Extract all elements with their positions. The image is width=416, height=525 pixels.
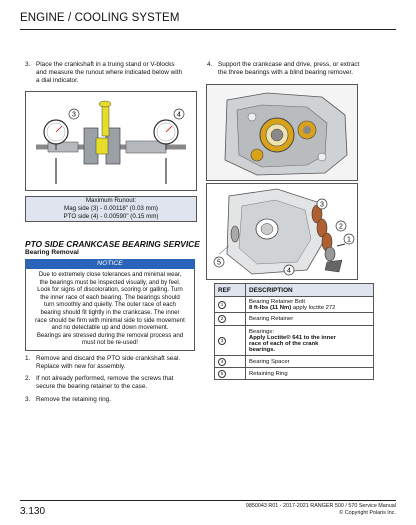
callout-3: 3 xyxy=(320,201,324,209)
callout-4: 4 xyxy=(287,267,291,275)
exploded-view-illustration xyxy=(207,184,357,279)
notice-line: turn smoothly and quietly. The outer race of each xyxy=(44,301,176,309)
step-text xyxy=(218,61,359,77)
table-row xyxy=(215,356,374,368)
description-cell: Retaining Ring xyxy=(246,368,374,380)
notice-line: Due to extremely close tolerances and minimal wear, xyxy=(38,271,182,278)
ref-number: 5 xyxy=(218,370,226,378)
callout-2: 2 xyxy=(339,223,343,231)
step-text xyxy=(36,61,182,85)
loctite-instruction-line: race of each of the crank xyxy=(249,340,319,347)
header-rule xyxy=(20,29,396,30)
table-row xyxy=(215,297,374,313)
table-row xyxy=(215,326,374,356)
max-runout-spec xyxy=(25,196,197,222)
ref-cell xyxy=(215,326,246,356)
loctite-note: apply loctite 272 xyxy=(291,304,336,311)
exploded-bearing-figure xyxy=(206,183,358,280)
reference-table xyxy=(214,283,374,380)
step-line: Remove and discard the PTO side crankshaft seal. xyxy=(36,355,181,362)
notice-line: race should be firm with minimal side to side movement xyxy=(35,316,185,324)
step-3-measure-runout xyxy=(25,61,205,87)
step-number: 2. xyxy=(25,375,31,382)
removal-step-3 xyxy=(25,396,205,405)
ref-number: 3 xyxy=(218,337,226,345)
page-number: 3.130 xyxy=(20,506,46,517)
step-line: Remove the retaining ring. xyxy=(36,396,111,403)
footer-manual: 9850043 R01 - 2017-2021 RANGER 500 / 570 Service Manual xyxy=(245,503,396,509)
description-cell xyxy=(246,326,374,356)
removal-step-1 xyxy=(25,355,205,373)
table-row xyxy=(215,368,374,380)
description-cell: Bearing Retainer xyxy=(246,313,374,326)
notice-line: the inner race of each bearing. The bearings should xyxy=(40,293,180,301)
crankcase-bearings-figure xyxy=(206,84,358,181)
step-number: 1. xyxy=(25,355,31,362)
step-4-remove-bearings xyxy=(207,61,397,79)
step-line: a dial indicator. xyxy=(36,77,79,84)
callout-1: 1 xyxy=(347,236,351,244)
notice-line: the bearings must be inspected visually, and by feel. xyxy=(39,278,181,286)
crankshaft-illustration xyxy=(26,92,196,190)
ref-number: 1 xyxy=(218,301,226,309)
loctite-instruction-line: Apply Loctite® 641 to the inner xyxy=(249,334,336,341)
footer-rule xyxy=(20,500,396,501)
loctite-instruction-line: bearings. xyxy=(249,346,276,353)
table-header-row xyxy=(215,284,374,297)
runout-title: Maximum Runout: xyxy=(85,197,137,204)
step-line: secure the bearing retainer to the case. xyxy=(36,383,148,390)
callout-5: 5 xyxy=(217,259,221,267)
callout-4: 4 xyxy=(177,111,181,119)
torque-spec: 8 ft-lbs (11 Nm) xyxy=(249,304,292,311)
notice-line: and no detectable up and down movement. xyxy=(51,324,169,332)
crankcase-illustration xyxy=(207,85,357,180)
col-ref-header: REF xyxy=(215,284,246,297)
footer-copyright: © Copyright Polaris Inc. xyxy=(339,510,396,516)
step-line: and measure the runout where indicated below with xyxy=(36,69,183,76)
runout-mag: Mag side (3) - 0.00118" (0.03 mm) xyxy=(64,205,158,212)
description-cell: Bearing Spacer xyxy=(246,356,374,368)
ref-cell xyxy=(215,368,246,380)
ref-number: 2 xyxy=(218,315,226,323)
step-line: the three bearings with a blind bearing remover. xyxy=(218,69,353,76)
callout-3: 3 xyxy=(72,111,76,119)
notice-label: NOTICE xyxy=(25,259,195,269)
notice-body xyxy=(25,269,195,351)
removal-step-2 xyxy=(25,375,205,393)
ref-cell xyxy=(215,297,246,313)
ref-cell xyxy=(215,356,246,368)
col-description-header: DESCRIPTION xyxy=(246,284,374,297)
description-cell xyxy=(246,297,374,313)
step-text xyxy=(36,375,173,391)
step-number: 4. xyxy=(207,61,213,68)
runout-pto: PTO side (4) - 0.00590" (0.15 mm) xyxy=(63,213,159,220)
ref-number: 4 xyxy=(218,358,226,366)
step-line: Support the crankcase and drive, press, or extract xyxy=(218,61,360,68)
notice-line: Look for signs of discoloration, scoring or galling. Turn xyxy=(37,286,183,294)
section-title: PTO SIDE CRANKCASE BEARING SERVICE xyxy=(25,239,200,249)
step-number: 3. xyxy=(25,396,31,403)
section-subtitle: Bearing Removal xyxy=(25,249,79,256)
step-line: Place the crankshaft in a truing stand or V-blocks xyxy=(36,61,175,68)
notice-line: must not be re-used! xyxy=(82,339,138,347)
description-text: Bearings: xyxy=(249,328,274,335)
ref-cell xyxy=(215,313,246,326)
description-text: Bearing Retainer Bolt xyxy=(249,298,305,305)
step-line: Replace with new for assembly. xyxy=(36,363,126,370)
step-text xyxy=(36,355,180,371)
notice-line: Bearings are stressed during the removal process and xyxy=(36,331,184,339)
section-header: ENGINE / COOLING SYSTEM xyxy=(20,12,180,24)
footer-text xyxy=(246,503,396,517)
step-text xyxy=(36,396,111,404)
notice-line: bearing should fit tightly in the crankcase. The inner xyxy=(40,308,180,316)
step-line: If not already performed, remove the screws that xyxy=(36,375,174,382)
crankshaft-runout-figure xyxy=(25,91,197,191)
table-row xyxy=(215,313,374,326)
step-number: 3. xyxy=(25,61,31,68)
